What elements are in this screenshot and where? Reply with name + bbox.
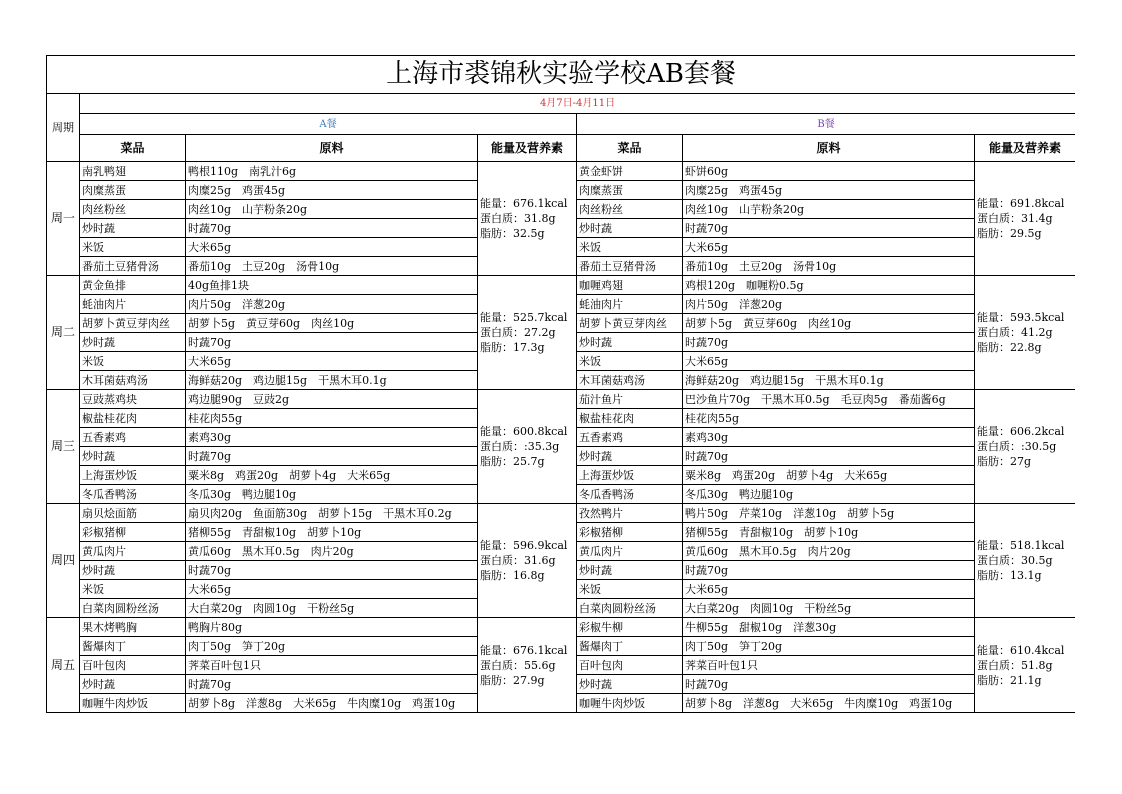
ingredients-b: 素鸡30g (683, 428, 975, 447)
nutrition-line: 脂肪：29.5g (977, 227, 1042, 240)
ingredients-b: 时蔬70g (683, 447, 975, 466)
dish-name-a: 炒时蔬 (80, 675, 186, 694)
ingredients-b: 虾饼60g (683, 162, 975, 181)
dish-name-a: 炒时蔬 (80, 219, 186, 238)
table-row (47, 162, 1076, 181)
ingredients-a: 肉丝10g 山芋粉条20g (186, 200, 478, 219)
dish-name-b: 咖喱鸡翅 (577, 276, 683, 295)
nutrition-line: 能量：691.8kcal (977, 197, 1065, 210)
ingredients-b: 肉糜25g 鸡蛋45g (683, 181, 975, 200)
nutrition-line: 能量：596.9kcal (480, 539, 568, 552)
nutrition-line: 脂肪：21.1g (977, 673, 1042, 687)
nutrition-line: 脂肪：27.9g (480, 673, 545, 687)
nutrition-line: 蛋白质：41.2g (977, 326, 1053, 339)
ingredients-a: 鸭根110g 南乳汁6g (186, 162, 478, 181)
meal-b-label: B餐 (577, 114, 1076, 135)
dish-name-a: 米饭 (80, 238, 186, 257)
nutrition-a (478, 162, 577, 276)
dish-name-b: 番茄土豆猪骨汤 (577, 257, 683, 276)
nutrition-line: 蛋白质：55.6g (480, 658, 556, 672)
dish-name-b: 炒时蔬 (577, 675, 683, 694)
ingredients-b: 海鲜菇20g 鸡边腿15g 干黑木耳0.1g (683, 371, 975, 390)
table-row (47, 618, 1076, 637)
dish-name-a: 木耳菌菇鸡汤 (80, 371, 186, 390)
ingredients-a: 桂花肉55g (186, 409, 478, 428)
dish-name-a: 果木烤鸭胸 (80, 618, 186, 637)
nutrition-line: 脂肪：13.1g (977, 569, 1042, 582)
nutrition-b (975, 390, 1076, 504)
ingredients-b: 胡萝卜8g 洋葱8g 大米65g 牛肉糜10g 鸡蛋10g (683, 694, 975, 713)
col-header-ingredients-a: 原料 (186, 135, 478, 162)
nutrition-a (478, 276, 577, 390)
table-row (47, 390, 1076, 409)
ingredients-b: 冬瓜30g 鸭边腿10g (683, 485, 975, 504)
ingredients-a: 大白菜20g 肉圆10g 干粉丝5g (186, 599, 478, 618)
dish-name-a: 百叶包肉 (80, 656, 186, 675)
col-header-nutrition-a: 能量及营养素 (478, 135, 577, 162)
ingredients-a: 粟米8g 鸡蛋20g 胡萝卜4g 大米65g (186, 466, 478, 485)
ingredients-b: 时蔬70g (683, 561, 975, 580)
dish-name-b: 黄瓜肉片 (577, 542, 683, 561)
ingredients-b: 时蔬70g (683, 333, 975, 352)
ingredients-a: 肉丁50g 笋丁20g (186, 637, 478, 656)
ingredients-a: 时蔬70g (186, 219, 478, 238)
nutrition-b (975, 618, 1076, 713)
ingredients-a: 冬瓜30g 鸭边腿10g (186, 485, 478, 504)
dish-name-a: 豆豉蒸鸡块 (80, 390, 186, 409)
dish-name-a: 酱爆肉丁 (80, 637, 186, 656)
nutrition-line: 脂肪：16.8g (480, 569, 545, 582)
dish-name-b: 冬瓜香鸭汤 (577, 485, 683, 504)
nutrition-a (478, 390, 577, 504)
dish-name-b: 米饭 (577, 580, 683, 599)
ingredients-a: 素鸡30g (186, 428, 478, 447)
ingredients-b: 大米65g (683, 238, 975, 257)
ingredients-a: 荠菜百叶包1只 (186, 656, 478, 675)
dish-name-b: 肉丝粉丝 (577, 200, 683, 219)
dish-name-a: 炒时蔬 (80, 447, 186, 466)
ingredients-b: 大米65g (683, 580, 975, 599)
dish-name-b: 酱爆肉丁 (577, 637, 683, 656)
dish-name-a: 蚝油肉片 (80, 295, 186, 314)
dish-name-a: 番茄土豆猪骨汤 (80, 257, 186, 276)
nutrition-b (975, 504, 1076, 618)
ingredients-b: 大白菜20g 肉圆10g 干粉丝5g (683, 599, 975, 618)
ingredients-b: 鸭片50g 芹菜10g 洋葱10g 胡萝卜5g (683, 504, 975, 523)
ingredients-a: 番茄10g 土豆20g 汤骨10g (186, 257, 478, 276)
nutrition-line: 蛋白质：31.8g (480, 212, 556, 225)
day-label: 周四 (47, 504, 80, 618)
ingredients-b: 猪柳55g 青甜椒10g 胡萝卜10g (683, 523, 975, 542)
dish-name-a: 米饭 (80, 352, 186, 371)
ingredients-a: 大米65g (186, 580, 478, 599)
meal-a-label: A餐 (80, 114, 577, 135)
nutrition-line: 脂肪：17.3g (480, 341, 545, 354)
ingredients-b: 荠菜百叶包1只 (683, 656, 975, 675)
ingredients-a: 大米65g (186, 352, 478, 371)
nutrition-line: 能量：676.1kcal (480, 643, 568, 657)
dish-name-b: 百叶包肉 (577, 656, 683, 675)
nutrition-line: 能量：525.7kcal (480, 311, 568, 324)
dish-name-a: 冬瓜香鸭汤 (80, 485, 186, 504)
nutrition-line: 脂肪：32.5g (480, 227, 545, 240)
dish-name-b: 蚝油肉片 (577, 295, 683, 314)
nutrition-line: 脂肪：25.7g (480, 455, 545, 468)
dish-name-b: 彩椒猪柳 (577, 523, 683, 542)
nutrition-line: 蛋白质：:30.5g (977, 440, 1057, 453)
ingredients-b: 胡萝卜5g 黄豆芽60g 肉丝10g (683, 314, 975, 333)
ingredients-a: 猪柳55g 青甜椒10g 胡萝卜10g (186, 523, 478, 542)
dish-name-b: 茄汁鱼片 (577, 390, 683, 409)
dish-name-a: 五香素鸡 (80, 428, 186, 447)
dish-name-b: 孜然鸭片 (577, 504, 683, 523)
dish-name-a: 胡萝卜黄豆芽肉丝 (80, 314, 186, 333)
table-row (47, 504, 1076, 523)
dish-name-a: 彩椒猪柳 (80, 523, 186, 542)
dish-name-a: 米饭 (80, 580, 186, 599)
ingredients-a: 大米65g (186, 238, 478, 257)
dish-name-a: 肉糜蒸蛋 (80, 181, 186, 200)
dish-name-b: 白菜肉圆粉丝汤 (577, 599, 683, 618)
date-range: 4月7日-4月11日 (80, 94, 1076, 114)
ingredients-b: 鸡根120g 咖喱粉0.5g (683, 276, 975, 295)
ingredients-b: 肉丁50g 笋丁20g (683, 637, 975, 656)
ingredients-a: 时蔬70g (186, 333, 478, 352)
ingredients-a: 时蔬70g (186, 675, 478, 694)
ingredients-a: 胡萝卜5g 黄豆芽60g 肉丝10g (186, 314, 478, 333)
nutrition-line: 蛋白质：30.5g (977, 554, 1053, 567)
dish-name-b: 米饭 (577, 352, 683, 371)
menu-table (46, 55, 1075, 713)
dish-name-b: 肉糜蒸蛋 (577, 181, 683, 200)
dish-name-a: 椒盐桂花肉 (80, 409, 186, 428)
ingredients-a: 鸡边腿90g 豆豉2g (186, 390, 478, 409)
dish-name-b: 上海蛋炒饭 (577, 466, 683, 485)
ingredients-a: 海鲜菇20g 鸡边腿15g 干黑木耳0.1g (186, 371, 478, 390)
nutrition-line: 能量：610.4kcal (977, 643, 1065, 657)
dish-name-b: 炒时蔬 (577, 447, 683, 466)
ingredients-b: 大米65g (683, 352, 975, 371)
nutrition-b (975, 162, 1076, 276)
dish-name-b: 炒时蔬 (577, 561, 683, 580)
dish-name-a: 炒时蔬 (80, 333, 186, 352)
nutrition-b (975, 276, 1076, 390)
ingredients-a: 时蔬70g (186, 447, 478, 466)
col-header-dish-b: 菜品 (577, 135, 683, 162)
page-title: 上海市裘锦秋实验学校AB套餐 (47, 56, 1076, 94)
ingredients-b: 桂花肉55g (683, 409, 975, 428)
dish-name-a: 炒时蔬 (80, 561, 186, 580)
ingredients-b: 番茄10g 土豆20g 汤骨10g (683, 257, 975, 276)
nutrition-line: 蛋白质：51.8g (977, 658, 1053, 672)
dish-name-b: 椒盐桂花肉 (577, 409, 683, 428)
dish-name-b: 彩椒牛柳 (577, 618, 683, 637)
ingredients-b: 肉片50g 洋葱20g (683, 295, 975, 314)
ingredients-b: 粟米8g 鸡蛋20g 胡萝卜4g 大米65g (683, 466, 975, 485)
ingredients-a: 肉糜25g 鸡蛋45g (186, 181, 478, 200)
nutrition-line: 脂肪：22.8g (977, 341, 1042, 354)
ingredients-a: 胡萝卜8g 洋葱8g 大米65g 牛肉糜10g 鸡蛋10g (186, 694, 478, 713)
ingredients-a: 黄瓜60g 黑木耳0.5g 肉片20g (186, 542, 478, 561)
dish-name-b: 木耳菌菇鸡汤 (577, 371, 683, 390)
col-header-ingredients-b: 原料 (683, 135, 975, 162)
dish-name-a: 肉丝粉丝 (80, 200, 186, 219)
dish-name-b: 咖喱牛肉炒饭 (577, 694, 683, 713)
nutrition-line: 蛋白质：:35.3g (480, 440, 560, 453)
dish-name-b: 胡萝卜黄豆芽肉丝 (577, 314, 683, 333)
dish-name-a: 白菜肉圆粉丝汤 (80, 599, 186, 618)
day-label: 周五 (47, 618, 80, 713)
ingredients-b: 牛柳55g 甜椒10g 洋葱30g (683, 618, 975, 637)
day-label: 周一 (47, 162, 80, 276)
ingredients-b: 肉丝10g 山芋粉条20g (683, 200, 975, 219)
dish-name-a: 黄金鱼排 (80, 276, 186, 295)
nutrition-line: 蛋白质：31.4g (977, 212, 1053, 225)
col-header-nutrition-b: 能量及营养素 (975, 135, 1076, 162)
nutrition-line: 能量：600.8kcal (480, 425, 568, 438)
nutrition-a (478, 618, 577, 713)
table-row (47, 276, 1076, 295)
dish-name-a: 上海蛋炒饭 (80, 466, 186, 485)
ingredients-a: 时蔬70g (186, 561, 478, 580)
nutrition-line: 蛋白质：31.6g (480, 554, 556, 567)
ingredients-b: 时蔬70g (683, 675, 975, 694)
nutrition-line: 蛋白质：27.2g (480, 326, 556, 339)
dish-name-b: 黄金虾饼 (577, 162, 683, 181)
dish-name-a: 黄瓜肉片 (80, 542, 186, 561)
ingredients-b: 巴沙鱼片70g 干黑木耳0.5g 毛豆肉5g 番茄酱6g (683, 390, 975, 409)
menu-sheet (46, 55, 1075, 722)
day-label: 周二 (47, 276, 80, 390)
ingredients-a: 鸭胸片80g (186, 618, 478, 637)
ingredients-a: 40g鱼排1块 (186, 276, 478, 295)
nutrition-line: 能量：518.1kcal (977, 539, 1065, 552)
ingredients-b: 时蔬70g (683, 219, 975, 238)
nutrition-line: 能量：676.1kcal (480, 197, 568, 210)
nutrition-line: 能量：593.5kcal (977, 311, 1065, 324)
dish-name-a: 咖喱牛肉炒饭 (80, 694, 186, 713)
period-label: 周期 (47, 94, 80, 162)
nutrition-line: 能量：606.2kcal (977, 425, 1065, 438)
dish-name-b: 炒时蔬 (577, 219, 683, 238)
ingredients-a: 扇贝肉20g 鱼面筋30g 胡萝卜15g 干黑木耳0.2g (186, 504, 478, 523)
day-label: 周三 (47, 390, 80, 504)
dish-name-a: 扇贝烩面筋 (80, 504, 186, 523)
nutrition-a (478, 504, 577, 618)
ingredients-a: 肉片50g 洋葱20g (186, 295, 478, 314)
col-header-dish-a: 菜品 (80, 135, 186, 162)
nutrition-line: 脂肪：27g (977, 455, 1032, 468)
dish-name-b: 炒时蔬 (577, 333, 683, 352)
ingredients-b: 黄瓜60g 黑木耳0.5g 肉片20g (683, 542, 975, 561)
dish-name-a: 南乳鸭翅 (80, 162, 186, 181)
dish-name-b: 五香素鸡 (577, 428, 683, 447)
dish-name-b: 米饭 (577, 238, 683, 257)
